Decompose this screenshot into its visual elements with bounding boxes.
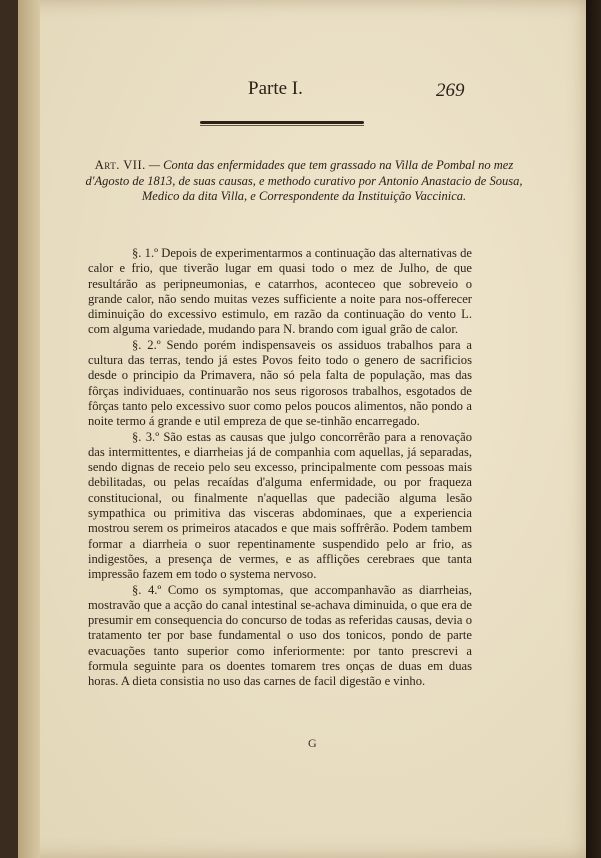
article-heading: — Conta das enfermidades que tem grassado na Villa de Pombal no mez d'Agosto de 1813, de suas causas, e methodo curativo por Antonio Anastacio de Sousa, Medico da dita Villa, e Correspondente da Instituição Vaccinica. bbox=[85, 158, 523, 203]
article-title bbox=[84, 158, 524, 205]
page-edge-shadow bbox=[586, 0, 601, 858]
paragraph-2: §. 2.º Sendo porém indispensaveis os assiduos trabalhos para a cultura das terras, tendo já estes Povos feito todo o genero de sacrificios desde o principio da Primavera, não só pela falta de população, mas das fôrças individuaes, continuarão nos seus rigorosos trabalhos, esgotados de fôrças tanto pelo excessivo suor como pelos poucos alimentos, não pondo a noite termo á grande e util empreza de que se-tinhão encarregado. bbox=[88, 337, 472, 429]
paragraph-4: §. 4.º Como os symptomas, que accompanhavão as diarrheias, mostravão que a acção do canal intestinal se-achava diminuida, o que era de presumir em consequencia do concurso de todas as referidas causas, devia o tratamento ter por base fundamental o uso dos tonicos, pondo de parte evacuações tanto superior como inferiormente: por tanto prescrevi a formula seguinte para os doentes tomarem tres onças de duas em duas horas. A dieta consistia no uso das carnes de facil digestão e vinho. bbox=[88, 582, 472, 689]
page-gutter bbox=[18, 0, 40, 858]
paragraph-3: §. 3.º São estas as causas que julgo concorrêrão para a renovação das intermittentes, e diarrheias já de companhia com aquellas, já separadas, sendo dignas de receio pelo seu excesso, principalmente com pessoas mais debilitadas, ou pelas recaídas d'alguma enfermidade, ou por fraqueza constitucional, ou finalmente n'aquellas que padecião alguma lesão sympathica ou primitiva das visceras abdominaes, que a experiencia mostrou serem os primeiros atacados e que mais soffrêrão. Podem tambem formar a diarrheia o suor repentinamente suspendido pelo ar frio, as indigestões, a presença de vermes, e as afflições cerebraes que tanta impressão fazem em todo o systema nervoso. bbox=[88, 429, 472, 582]
header-rule-thin bbox=[200, 125, 364, 126]
header-rule bbox=[200, 121, 364, 124]
running-header bbox=[0, 78, 601, 108]
part-title: Parte I. bbox=[248, 78, 303, 99]
page-number: 269 bbox=[436, 80, 465, 101]
paragraph-1: §. 1.º Depois de experimentarmos a continuação das alternativas de calor e frio, que tiverão lugar em quasi todo o mez de Julho, de que resultárão as peripneumonias, e catarrhos, aconteceo que sobreveio o grande calor, não sendo muitas vezes sufficiente a noite para nos-offerecer diminuição do excessivo estimulo, em razão da continuação do vento L. com alguma variedade, mudando para N. brando com igual grão de calor. bbox=[88, 246, 472, 337]
article-body bbox=[88, 246, 472, 690]
signature-mark: G bbox=[308, 736, 317, 750]
article-label: Art. VII. bbox=[94, 158, 146, 172]
